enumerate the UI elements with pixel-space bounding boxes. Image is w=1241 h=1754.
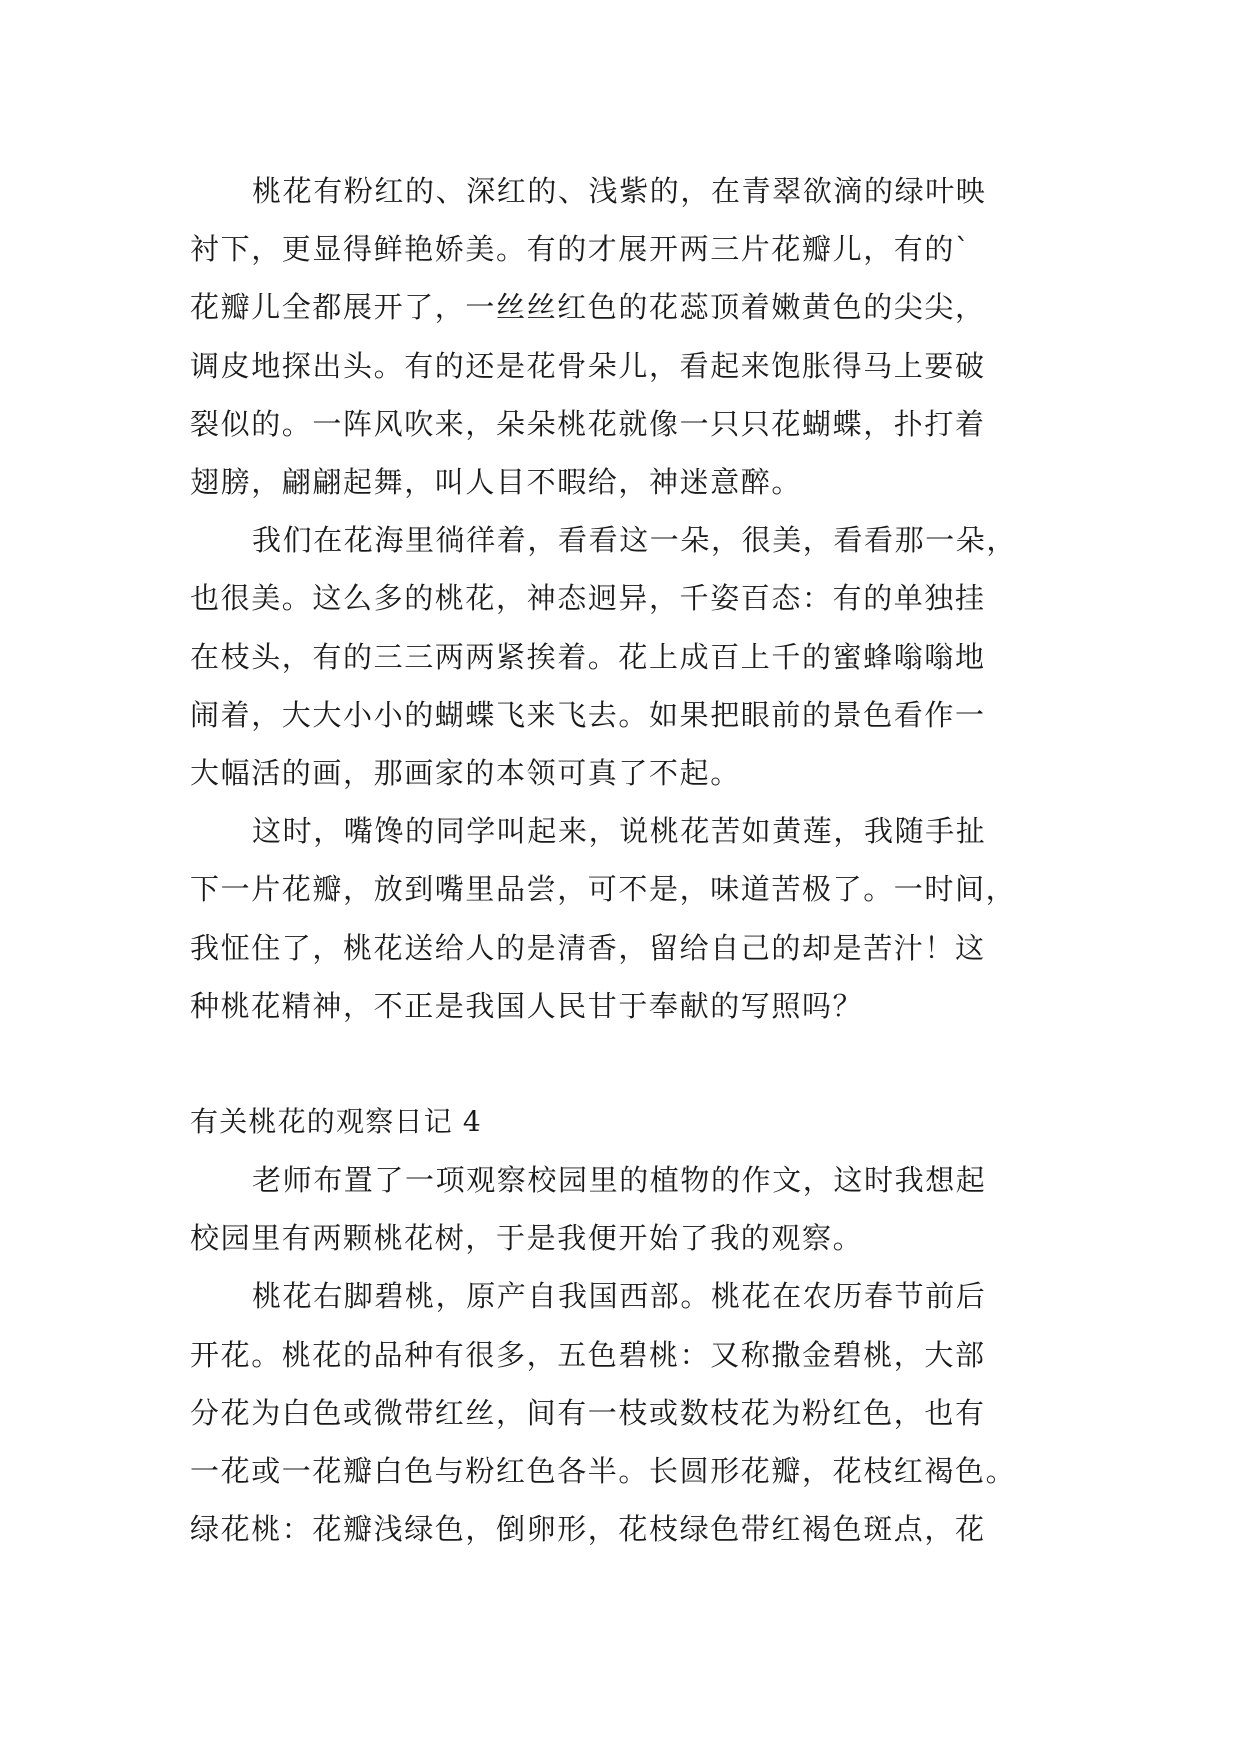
text-line: 在枝头，有的三三两两紧挨着。花上成百上千的蜜蜂嗡嗡地 [190, 639, 986, 674]
text-line: 我们在花海里徜徉着，看看这一朵，很美，看看那一朵， [252, 523, 1018, 558]
text-line: 老师布置了一项观察校园里的植物的作文，这时我想起 [252, 1163, 987, 1198]
text-line: 闹着，大大小小的蝴蝶飞来飞去。如果把眼前的景色看作一 [190, 697, 986, 732]
paragraph [190, 162, 1070, 511]
text-line: 桃花右脚碧桃，原产自我国西部。桃花在农历春节前后 [252, 1279, 987, 1314]
text-line: 我怔住了，桃花送给人的是清香，留给自己的却是苦汁！这 [190, 930, 986, 965]
text-line: 翅膀，翩翩起舞，叫人目不暇给，神迷意醉。 [190, 465, 803, 500]
paragraph [190, 1151, 1070, 1267]
text-line: 大幅活的画，那画家的本领可真了不起。 [190, 756, 741, 791]
text-line: 裂似的。一阵风吹来，朵朵桃花就像一只只花蝴蝶，扑打着 [190, 406, 986, 441]
document-body [190, 162, 1070, 1558]
paragraph [190, 802, 1070, 1035]
section-gap [190, 1035, 1070, 1093]
text-line: 绿花桃：花瓣浅绿色，倒卵形，花枝绿色带红褐色斑点，花 [190, 1512, 986, 1547]
text-line: 种桃花精神，不正是我国人民甘于奉献的写照吗？ [190, 988, 864, 1023]
text-line: 花瓣儿全都展开了，一丝丝红色的花蕊顶着嫩黄色的尖尖， [190, 290, 986, 325]
text-line: 下一片花瓣，放到嘴里品尝，可不是，味道苦极了。一时间， [190, 872, 1017, 907]
text-line: 这时，嘴馋的同学叫起来，说桃花苦如黄莲，我随手扯 [252, 814, 987, 849]
paragraph [190, 511, 1070, 802]
text-line: 校园里有两颗桃花树，于是我便开始了我的观察。 [190, 1221, 864, 1256]
text-line: 衬下，更显得鲜艳娇美。有的才展开两三片花瓣儿，有的` [190, 232, 972, 267]
paragraph [190, 1267, 1070, 1558]
text-line: 一花或一花瓣白色与粉红色各半。长圆形花瓣，花枝红褐色。 [190, 1454, 1017, 1489]
text-line: 也很美。这么多的桃花，神态迥异，千姿百态：有的单独挂 [190, 581, 986, 616]
text-line: 调皮地探出头。有的还是花骨朵儿，看起来饱胀得马上要破 [190, 348, 986, 383]
text-line: 分花为白色或微带红丝，间有一枝或数枝花为粉红色，也有 [190, 1395, 986, 1430]
text-line: 开花。桃花的品种有很多，五色碧桃：又称撒金碧桃，大部 [190, 1337, 986, 1372]
text-line: 桃花有粉红的、深红的、浅紫的，在青翠欲滴的绿叶映 [252, 174, 987, 208]
section-heading: 有关桃花的观察日记 4 [190, 1105, 482, 1139]
